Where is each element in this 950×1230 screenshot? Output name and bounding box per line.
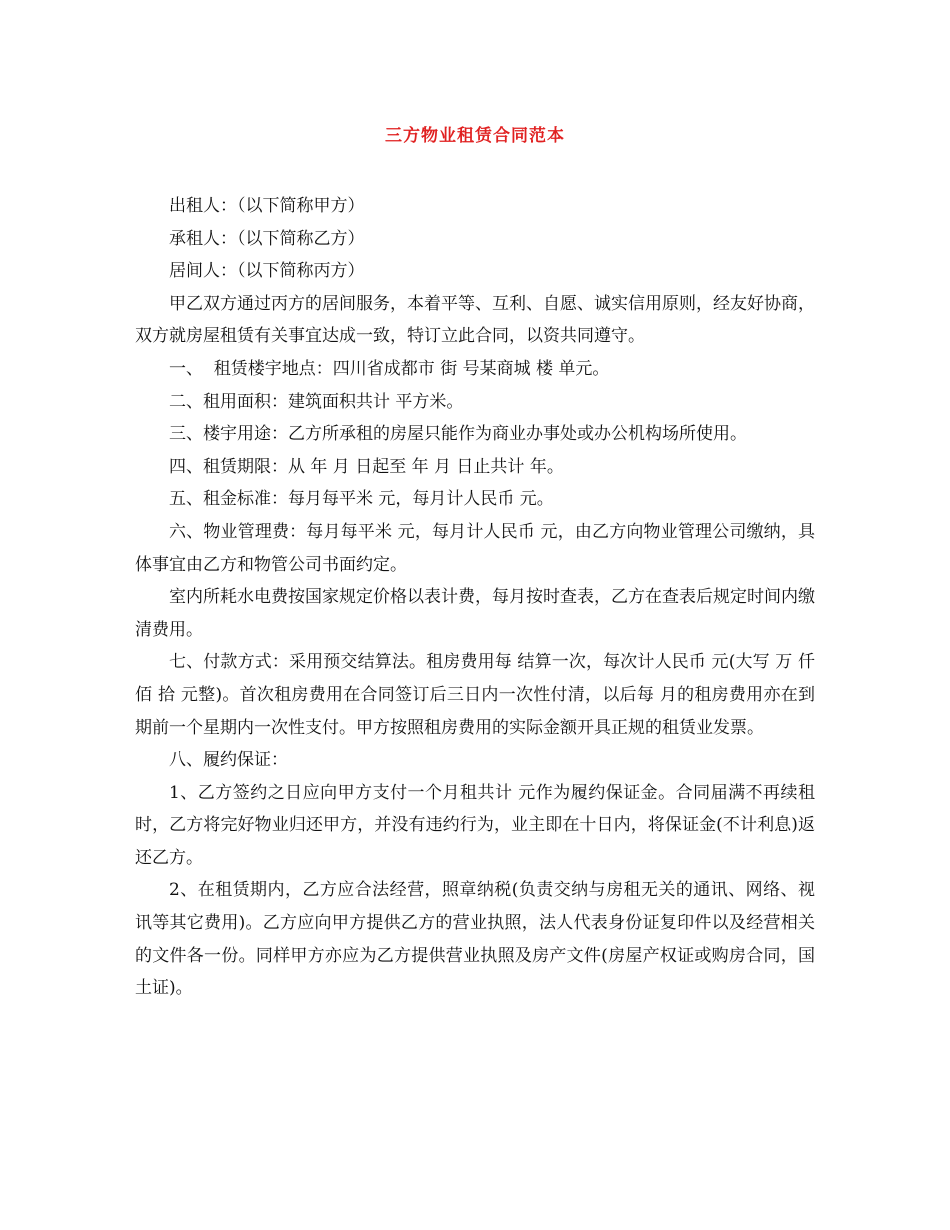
paragraph-preamble: 甲乙双方通过丙方的居间服务，本着平等、互利、自愿、诚实信用原则，经友好协商，双方就房屋租赁有关事宜达成一致，特订立此合同，以资共同遵守。 — [135, 293, 815, 347]
paragraph-intermediary: 居间人：（以下简称丙方） — [169, 261, 365, 282]
paragraph-clause-5-rent: 五、租金标准：每月每平米 元，每月计人民币 元。 — [169, 489, 554, 510]
document-title: 三方物业租赁合同范本 — [385, 126, 565, 146]
paragraph-guarantee-item-2: 2、在租赁期内，乙方应合法经营，照章纳税(负责交纳与房租无关的通讯、网络、视讯等其它费用)。乙方应向甲方提供乙方的营业执照，法人代表身份证复印件以及经营相关的文件各一份。同样甲方亦应为乙方提供营业执照及房产文件(房屋产权证或购房合同，国土证)。 — [135, 880, 815, 999]
paragraph-clause-8-guarantee: 八、履约保证： — [169, 750, 288, 771]
paragraph-clause-4-term: 四、租赁期限：从 年 月 日起至 年 月 日止共计 年。 — [169, 456, 564, 477]
paragraph-lessor: 出租人：（以下简称甲方） — [169, 196, 365, 216]
paragraph-clause-7-payment: 七、付款方式：采用预交结算法。租房费用每 结算一次，每次计人民币 元(大写 万 仟 佰 拾 元整)。首次租房费用在合同签订后三日内一次性付清，以后每 月的租房费用亦在到期前一个星期内一次性支付。甲方按照租房费用的实际金额开具正规的租赁业发票。 — [135, 652, 821, 738]
paragraph-clause-6-management-fee: 六、物业管理费：每月每平米 元，每月计人民币 元，由乙方向物业管理公司缴纳，具体事宜由乙方和物管公司书面约定。 — [135, 521, 815, 575]
document-body — [135, 190, 821, 1005]
paragraph-utilities: 室内所耗水电费按国家规定价格以表计费，每月按时查表，乙方在查表后规定时间内缴清费用。 — [135, 587, 815, 640]
paragraph-lessee: 承租人：（以下简称乙方） — [169, 228, 365, 249]
paragraph-guarantee-item-1: 1、乙方签约之日应向甲方支付一个月租共计 元作为履约保证金。合同届满不再续租时，乙方将完好物业归还甲方，并没有违约行为，业主即在十日内，将保证金(不计利息)返还乙方。 — [135, 782, 815, 868]
paragraph-clause-3-usage: 三、楼宇用途：乙方所承租的房屋只能作为商业办事处或办公机构场所使用。 — [169, 424, 747, 445]
paragraph-clause-2-area: 二、租用面积：建筑面积共计 平方米。 — [169, 391, 464, 412]
paragraph-clause-1-location: 一、 租赁楼宇地点：四川省成都市 街 号某商城 楼 单元。 — [169, 358, 610, 379]
